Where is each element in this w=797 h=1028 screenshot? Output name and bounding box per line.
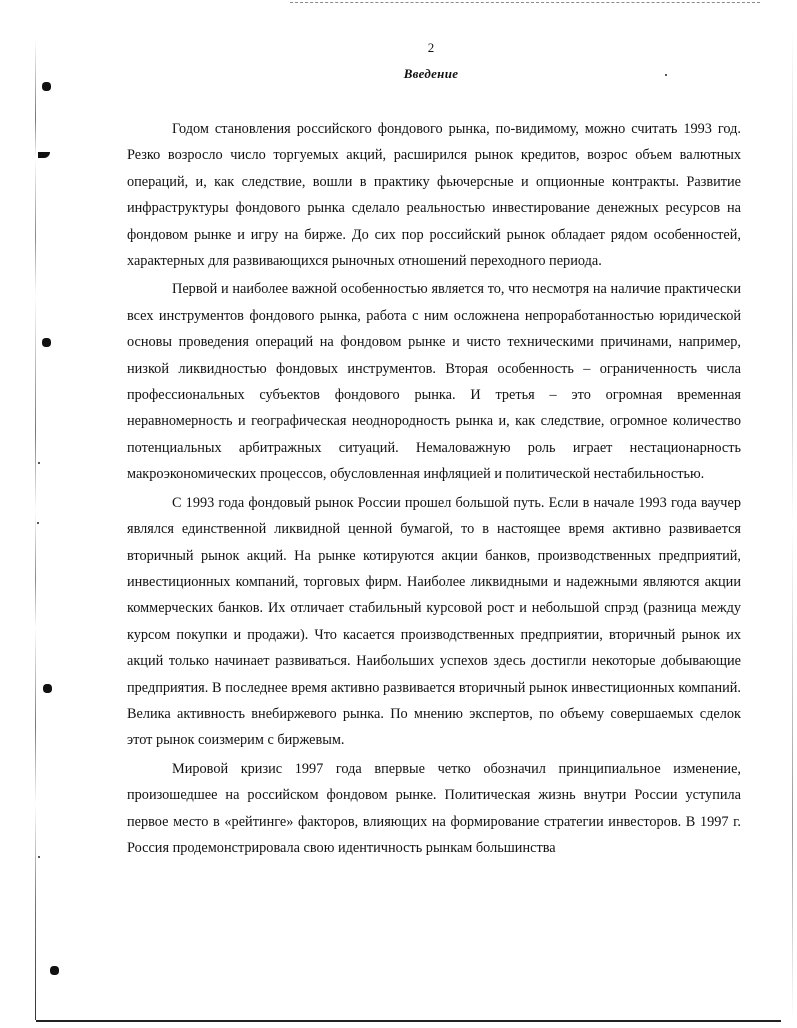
scan-blot-mark: [43, 684, 52, 693]
paragraph: Годом становления российского фондового рынка, по-видимому, можно считать 1993 год. Резко возросло число торгуемых акций, расширился рынок кредитов, возрос объем валютных операций, и, как следствие, вошли в практику фьючерсные и опционные контракты. Развитие инфраструктуры фондового рынка сделало реальностью инвестирование денежных ресурсов на фондовом рынке и игру на бирже. До сих пор российский рынок обладает рядом особенностей, характерных для развивающихся рыночных отношений переходного периода.: [127, 121, 741, 270]
scan-dot: [38, 462, 40, 464]
scan-bottom-line: [36, 1020, 781, 1022]
scan-blot-mark: [38, 152, 50, 158]
paragraph: Первой и наиболее важной особенностью является то, что несмотря на наличие практически всех инструментов фондового рынка, работа с ним осложнена непроработанностью юридической основы проведения операций на фондовом рынке и чисто техническими причинами, например, низкой ликвидностью фондовых инструментов. Вторая особенность – ограниченность числа профессиональных субъектов фондового рынка. И третья – это огромная временная неравномерность и географическая неоднородность рынка и, как следствие, огромное количество потенциальных арбитражных ситуаций. Немаловажную роль играет нестационарность макроэкономических процессов, обусловленная инфляцией и политической нестабильностью.: [127, 281, 741, 483]
scan-top-line: [290, 2, 760, 4]
paragraph: Мировой кризис 1997 года впервые четко обозначил принципиальное изменение, произошедшее на российском фондовом рынке. Политическая жизнь внутри России уступила первое место в «рейтинге» факторов, влияющих на формирование стратегии инвесторов. В 1997 г. Россия продемонстрировала свою идентичность рынкам большинства: [127, 760, 741, 856]
scan-dot: [38, 856, 40, 858]
page-number: 2: [427, 40, 435, 55]
scan-dot: [37, 522, 39, 524]
document-body: [127, 116, 741, 863]
page-heading: Введение: [403, 66, 459, 81]
scan-left-edge: [35, 40, 36, 1020]
paragraph: С 1993 года фондовый рынок России прошел большой путь. Если в начале 1993 года ваучер являлся единственной ликвидной ценной бумагой, то в настоящее время активно развивается вторичный рынок акций. На рынке котируются акции банков, производственных предприятий, инвестиционных компаний, торговых фирм. Наиболее ликвидными и надежными являются акции коммерческих банков. Их отличает стабильный курсовой рост и небольшой спрэд (разница между курсом покупки и продажи). Что касается производственных предприятии, вторичный рынок их акций только начинает развиваться. Наибольших успехов здесь достигли некоторые добывающие предприятия. В последнее время активно развивается вторичный рынок инвестиционных компаний. Велика активность внебиржевого рынка. По мнению экспертов, по объему совершаемых сделок этот рынок соизмерим с биржевым.: [127, 494, 741, 749]
scan-blot-mark: [42, 338, 51, 347]
scan-blot-mark: [50, 966, 59, 975]
scan-right-edge: [792, 30, 793, 1020]
scan-blot-mark: [42, 82, 51, 91]
